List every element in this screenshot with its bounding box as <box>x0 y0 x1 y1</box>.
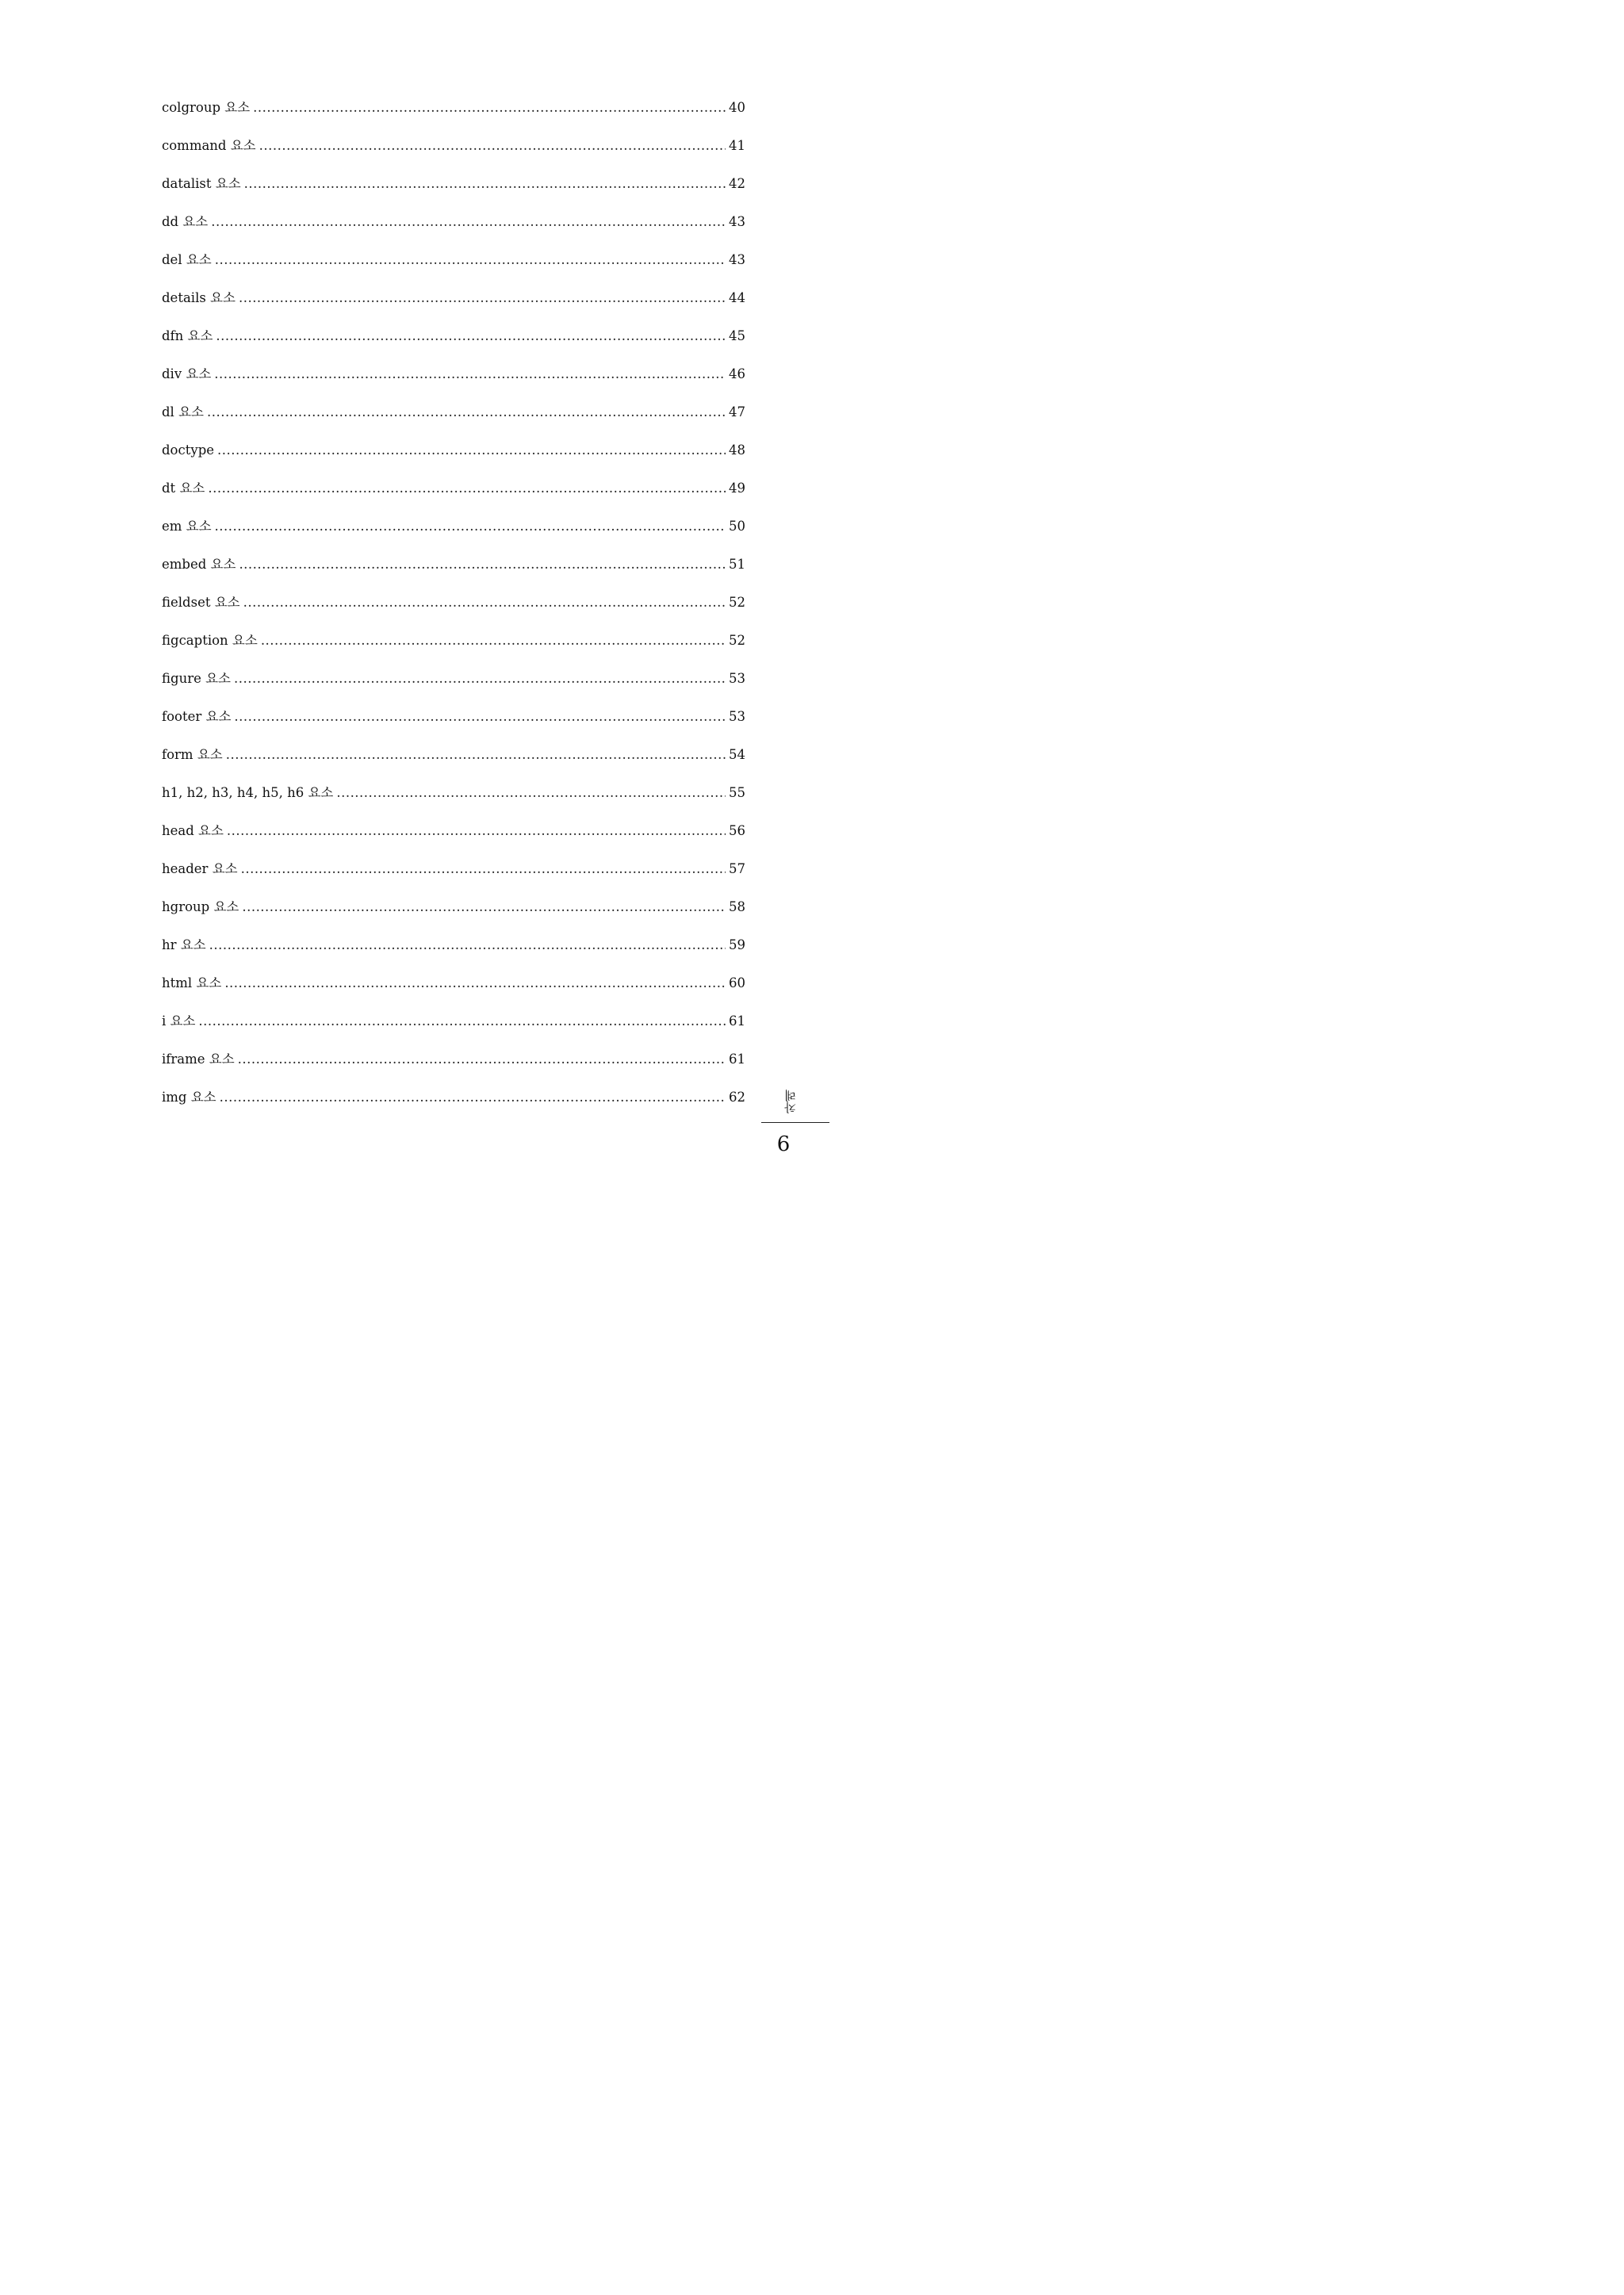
toc-entry-page: 55 <box>729 785 745 800</box>
toc-entry-label: colgroup 요소 <box>162 100 251 115</box>
toc-entry-label: head 요소 <box>162 823 224 838</box>
toc-entry-page: 58 <box>729 899 745 914</box>
toc-entry-label: div 요소 <box>162 366 212 381</box>
toc-entry <box>162 860 745 898</box>
toc-entry <box>162 1050 745 1088</box>
toc-entry-label: dd 요소 <box>162 214 209 229</box>
toc-entry-page: 60 <box>729 975 745 990</box>
toc-entry <box>162 898 745 936</box>
toc-entry-page: 61 <box>729 1013 745 1029</box>
toc-entry <box>162 822 745 860</box>
toc-dot-leader <box>220 1088 726 1107</box>
toc-dot-leader <box>244 174 726 193</box>
toc-entry-label: hr 요소 <box>162 937 206 952</box>
toc-entry-label: dl 요소 <box>162 404 204 420</box>
toc-entry <box>162 213 745 251</box>
toc-dot-leader <box>211 213 726 232</box>
toc-entry <box>162 136 745 174</box>
toc-entry <box>162 517 745 555</box>
toc-entry-page: 50 <box>729 519 745 534</box>
toc-entry-page: 45 <box>729 328 745 343</box>
toc-entry-label: hgroup 요소 <box>162 899 239 914</box>
toc-dot-leader <box>198 1012 726 1031</box>
toc-dot-leader <box>239 289 726 308</box>
toc-entry-page: 57 <box>729 861 745 876</box>
toc-entry <box>162 1012 745 1050</box>
toc-dot-leader <box>207 403 726 422</box>
toc-entry <box>162 365 745 403</box>
toc-entry <box>162 555 745 593</box>
toc-dot-leader <box>214 365 726 384</box>
toc-dot-leader <box>208 479 726 498</box>
toc-dot-leader <box>253 98 726 117</box>
toc-entry-page: 52 <box>729 633 745 648</box>
toc-entry-label: datalist 요소 <box>162 176 241 191</box>
toc-entry-label: i 요소 <box>162 1013 196 1029</box>
section-tab-label: 차례 <box>783 1090 798 1113</box>
toc-dot-leader <box>217 441 726 460</box>
toc-entry-label: fieldset 요소 <box>162 595 240 610</box>
toc-entry-label: embed 요소 <box>162 557 236 572</box>
toc-entry <box>162 593 745 631</box>
toc-entry <box>162 251 745 289</box>
toc-entry-page: 44 <box>729 290 745 305</box>
toc-dot-leader <box>238 1050 726 1069</box>
toc-entry <box>162 479 745 517</box>
toc-entry <box>162 936 745 974</box>
toc-dot-leader <box>336 784 726 803</box>
toc-entry-label: header 요소 <box>162 861 238 876</box>
toc-entry-page: 51 <box>729 557 745 572</box>
table-of-contents <box>162 98 745 1126</box>
toc-entry-page: 61 <box>729 1052 745 1067</box>
toc-dot-leader <box>234 707 726 726</box>
page-number: 6 <box>776 1132 791 1156</box>
toc-entry-page: 43 <box>729 214 745 229</box>
toc-entry <box>162 631 745 669</box>
toc-entry-label: figure 요소 <box>162 671 231 686</box>
toc-dot-leader <box>216 327 726 346</box>
toc-entry <box>162 174 745 213</box>
toc-entry-label: html 요소 <box>162 975 222 990</box>
toc-entry-label: details 요소 <box>162 290 236 305</box>
toc-entry-page: 62 <box>729 1090 745 1105</box>
toc-entry <box>162 784 745 822</box>
toc-entry-page: 56 <box>729 823 745 838</box>
toc-entry-label: command 요소 <box>162 138 256 153</box>
toc-entry <box>162 403 745 441</box>
toc-entry <box>162 745 745 784</box>
toc-entry-page: 48 <box>729 443 745 458</box>
toc-entry-label: dfn 요소 <box>162 328 213 343</box>
toc-entry-page: 47 <box>729 404 745 420</box>
toc-dot-leader <box>259 136 726 155</box>
toc-entry <box>162 441 745 479</box>
toc-entry-label: form 요소 <box>162 747 223 762</box>
toc-entry-label: figcaption 요소 <box>162 633 258 648</box>
toc-entry-page: 59 <box>729 937 745 952</box>
toc-dot-leader <box>261 631 726 650</box>
toc-entry-page: 46 <box>729 366 745 381</box>
toc-dot-leader <box>226 745 726 764</box>
toc-entry-page: 54 <box>729 747 745 762</box>
toc-entry <box>162 1088 745 1126</box>
toc-dot-leader <box>224 974 726 993</box>
toc-entry <box>162 669 745 707</box>
toc-entry-label: em 요소 <box>162 519 212 534</box>
toc-dot-leader <box>241 860 726 879</box>
toc-entry-page: 53 <box>729 671 745 686</box>
section-tab-rule <box>761 1122 829 1123</box>
toc-entry <box>162 98 745 136</box>
toc-entry-label: img 요소 <box>162 1090 216 1105</box>
toc-entry-page: 43 <box>729 252 745 267</box>
toc-entry-page: 52 <box>729 595 745 610</box>
toc-entry-label: dt 요소 <box>162 481 205 496</box>
toc-dot-leader <box>243 593 726 612</box>
toc-entry-page: 49 <box>729 481 745 496</box>
toc-entry <box>162 289 745 327</box>
toc-dot-leader <box>239 555 726 574</box>
toc-entry-label: doctype <box>162 443 215 458</box>
toc-dot-leader <box>234 669 726 688</box>
toc-entry-page: 53 <box>729 709 745 724</box>
toc-entry-page: 42 <box>729 176 745 191</box>
toc-entry <box>162 707 745 745</box>
toc-entry-label: footer 요소 <box>162 709 232 724</box>
toc-dot-leader <box>227 822 726 841</box>
toc-dot-leader <box>215 251 726 270</box>
toc-entry <box>162 974 745 1012</box>
toc-entry-page: 40 <box>729 100 745 115</box>
toc-dot-leader <box>215 517 726 536</box>
toc-entry <box>162 327 745 365</box>
toc-dot-leader <box>209 936 726 955</box>
toc-entry-page: 41 <box>729 138 745 153</box>
toc-dot-leader <box>242 898 726 917</box>
toc-entry-label: iframe 요소 <box>162 1052 235 1067</box>
toc-entry-label: h1, h2, h3, h4, h5, h6 요소 <box>162 785 334 800</box>
toc-entry-label: del 요소 <box>162 252 212 267</box>
